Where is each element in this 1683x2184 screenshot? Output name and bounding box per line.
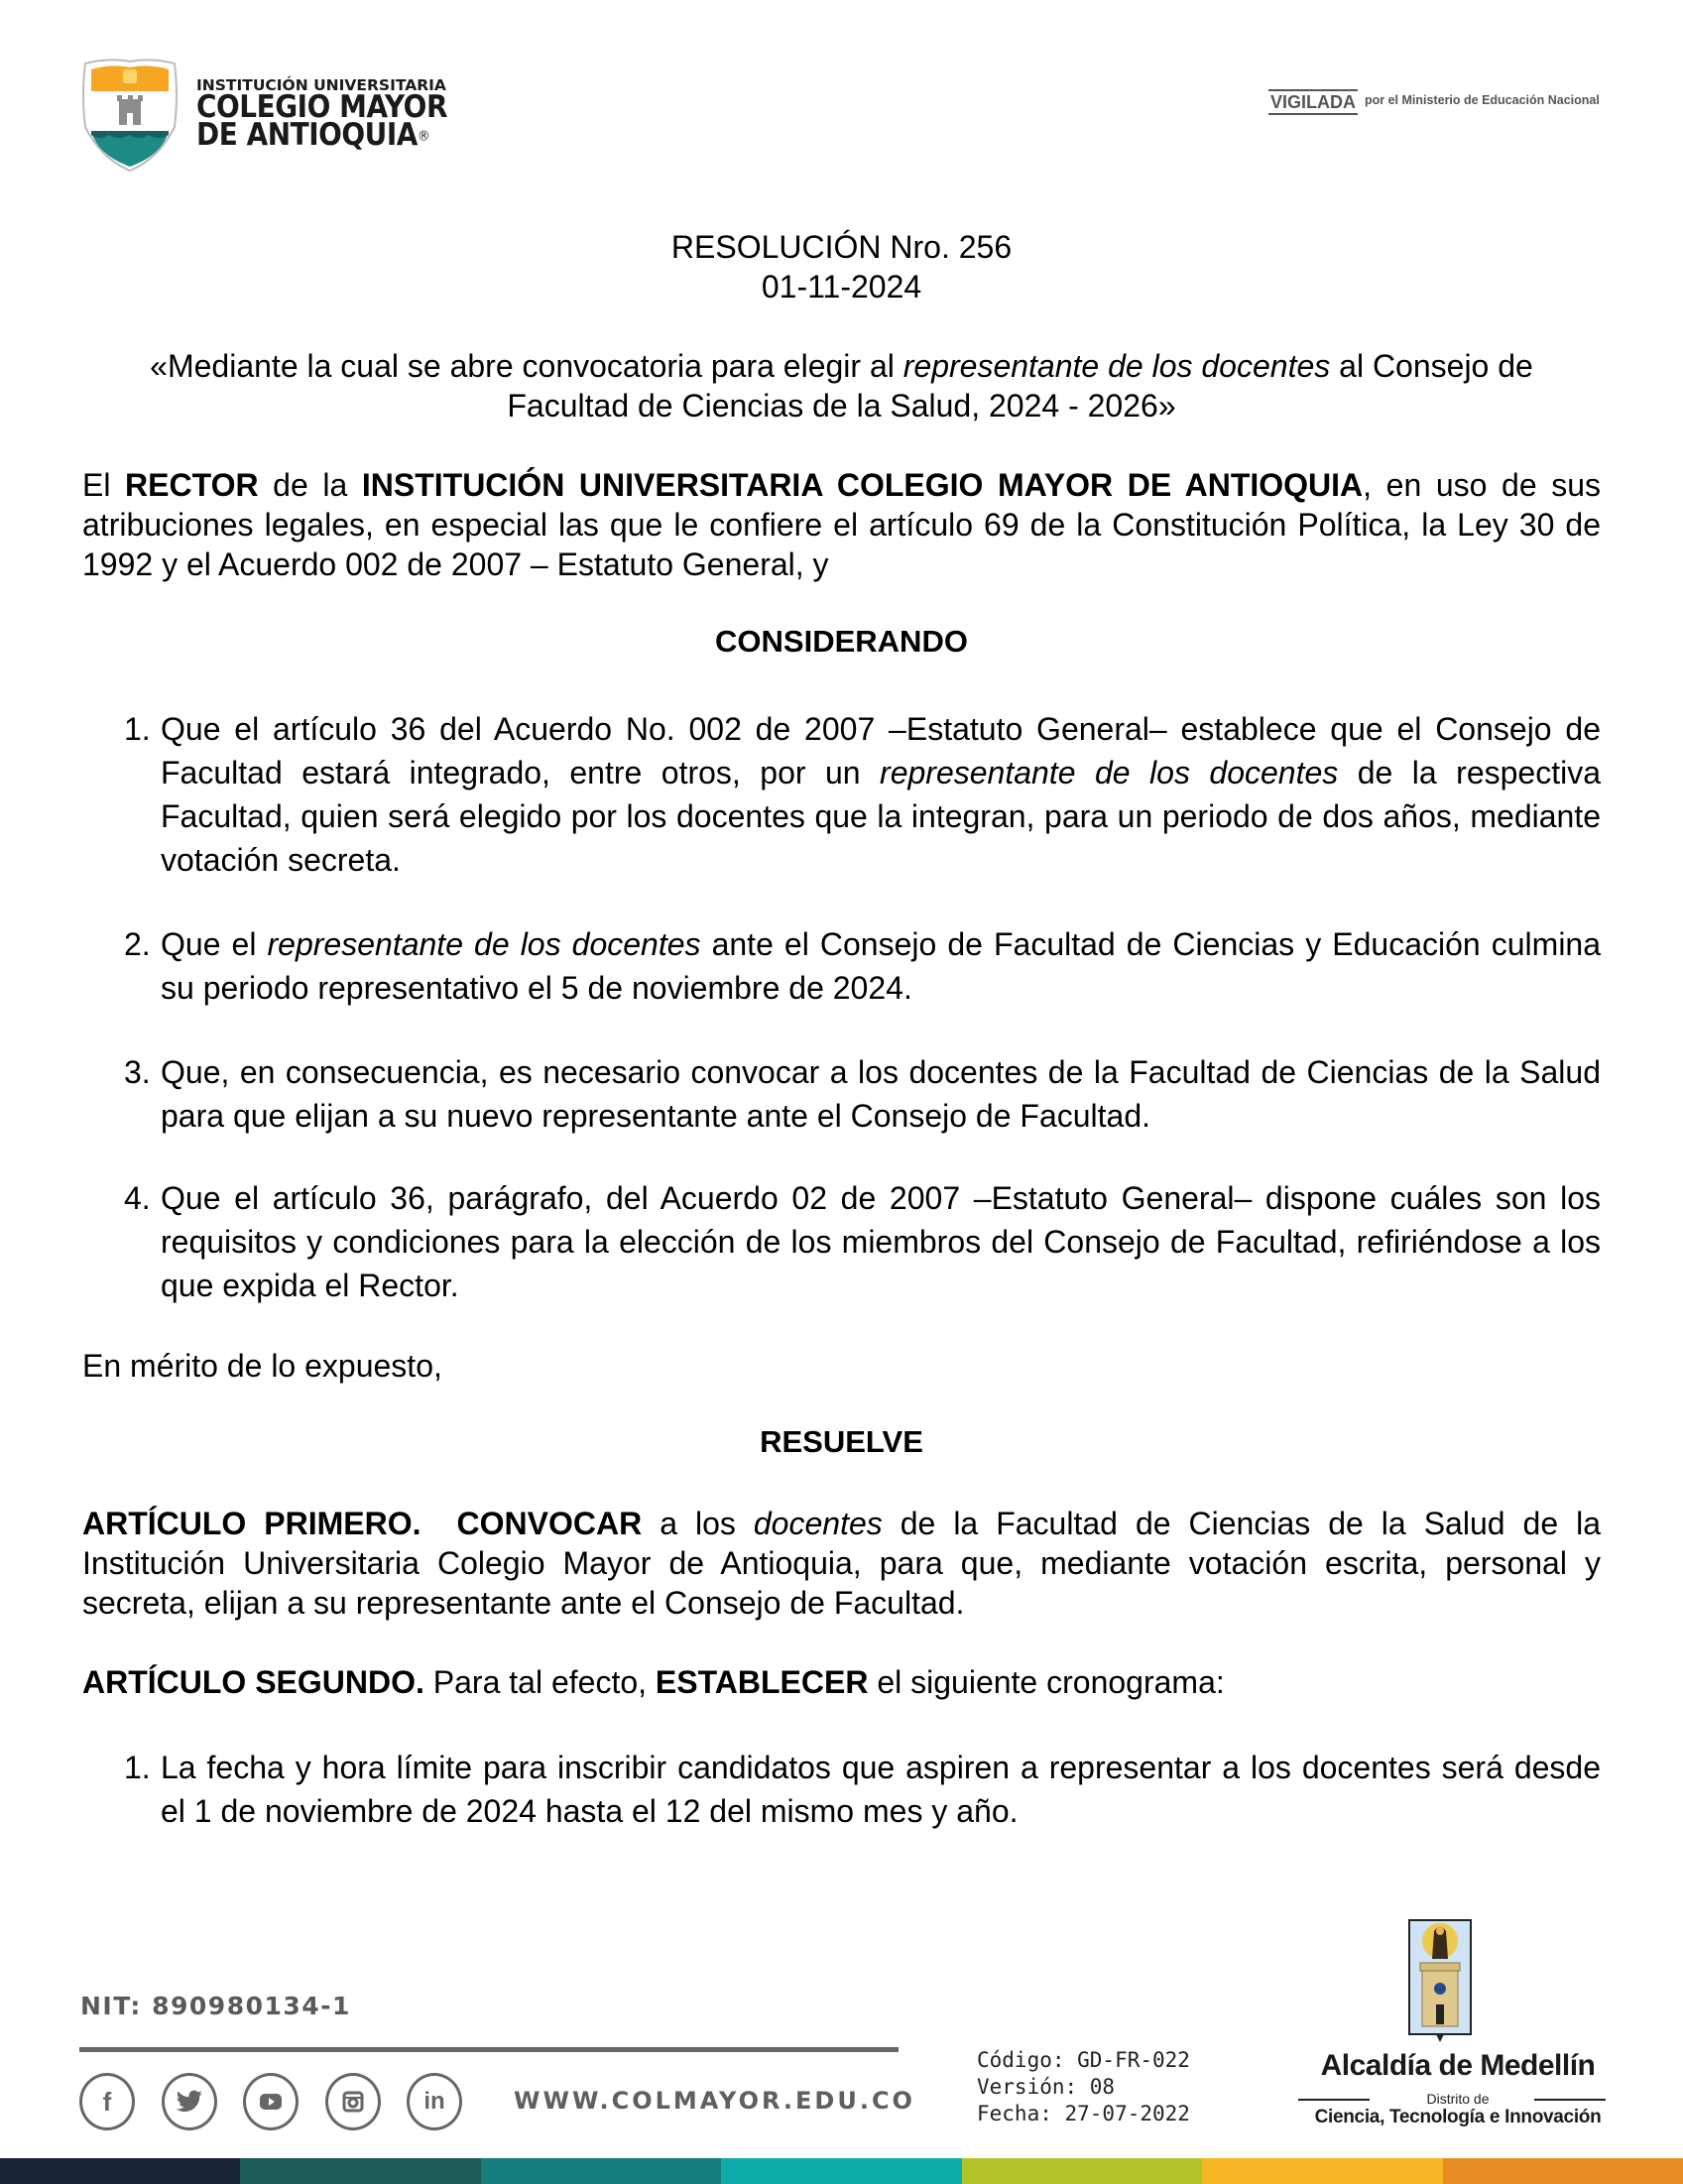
instagram-icon[interactable]: [325, 2073, 381, 2130]
logo-text-line1: INSTITUCIÓN UNIVERSITARIA: [196, 76, 446, 94]
article-italic: docentes: [753, 1506, 883, 1541]
facebook-icon[interactable]: [79, 2073, 135, 2130]
color-strip-segment: [1202, 2158, 1442, 2184]
considerando-item: [82, 707, 1601, 882]
preamble-text: El: [82, 467, 126, 503]
institution-shield-logo: [79, 56, 180, 173]
article-text: de la Facultad de Ciencias de la Salud de la Institución Universitaria Colegio Mayor de Antioquia, para que, mediante votación escrita, personal y secreta, elijan a su representante ante el Consejo de Facultad.: [82, 1506, 1602, 1621]
document-version: Versión: 08: [977, 2075, 1116, 2099]
alcaldia-subtitle: Ciencia, Tecnología e Innovación: [1314, 2107, 1602, 2127]
article-verb: CONVOCAR: [456, 1506, 643, 1541]
registered-mark: ®: [417, 128, 430, 145]
item-text: La fecha y hora límite para inscribir candidatos que aspiren a representar a los docentes será desde el 1 de noviembre de 2024 hasta el 12 del mismo mes y año.: [161, 1750, 1601, 1829]
linkedin-glyph: in: [423, 2088, 445, 2115]
color-strip-segment: [481, 2158, 721, 2184]
nit-label: NIT: 890980134-1: [80, 1992, 351, 2020]
article-text: a los: [642, 1506, 754, 1541]
linkedin-icon[interactable]: [407, 2073, 462, 2130]
item-text: de la respectiva Facultad, quien será elegido por los docentes que la integran, para un periodo de dos años, mediante votación secreta.: [161, 755, 1602, 878]
item-number: 4.: [124, 1180, 151, 1216]
facebook-glyph: f: [102, 2086, 112, 2117]
item-italic: representante de los docentes: [880, 755, 1339, 790]
youtube-icon[interactable]: [243, 2073, 299, 2130]
document-code: Código: GD-FR-022: [977, 2048, 1190, 2072]
twitter-glyph: [176, 2090, 203, 2114]
vigilada-badge: VIGILADA: [1268, 89, 1358, 115]
resolution-summary: [109, 346, 1574, 425]
item-text: Que el: [161, 926, 268, 962]
summary-text: «Mediante la cual se abre convocatoria para elegir al: [150, 348, 903, 384]
color-strip-segment: [1443, 2158, 1683, 2184]
item-number: 1.: [124, 1750, 151, 1785]
item-number: 1.: [124, 711, 151, 747]
article-text: Para tal efecto,: [423, 1664, 656, 1700]
preamble-text: , en uso de sus atribuciones legales, en especial las que le confiere el artículo 69 de la Constitución Política, la Ley 30 de 1992 y el Acuerdo 002 de 2007 – Estatuto General, y: [82, 467, 1601, 582]
vigilada-subtitle: por el Ministerio de Educación Nacional: [1365, 93, 1600, 107]
distrito-divider-right: [1534, 2099, 1606, 2101]
summary-text-end: al Consejo de: [1330, 348, 1533, 384]
item-number: 2.: [124, 926, 151, 962]
preamble-rector: RECTOR: [125, 467, 259, 503]
color-strip-segment: [721, 2158, 961, 2184]
item-number: 3.: [124, 1054, 151, 1090]
twitter-icon[interactable]: [162, 2073, 217, 2130]
article-text: el siguiente cronograma:: [868, 1664, 1225, 1700]
color-strip-segment: [0, 2158, 240, 2184]
logo-text-line2: COLEGIO MAYOR: [196, 89, 447, 125]
item-text: Que el artículo 36, parágrafo, del Acuerdo 02 de 2007 –Estatuto General– dispone cuáles son los requisitos y condiciones para la elección de los miembros del Consejo de Facultad, refiriéndose a los que expida el Rector.: [161, 1180, 1601, 1303]
alcaldia-distrito: Distrito de: [1426, 2091, 1490, 2107]
color-strip-segment: [962, 2158, 1202, 2184]
logo-text-line3: [196, 119, 429, 153]
articulo-primero: [82, 1504, 1601, 1623]
merito-text: En mérito de lo expuesto,: [82, 1348, 442, 1384]
document-date: Fecha: 27-07-2022: [977, 2102, 1190, 2125]
instagram-glyph: [342, 2091, 364, 2113]
article-label: ARTÍCULO PRIMERO.: [82, 1506, 421, 1541]
cronograma-item: [82, 1746, 1601, 1833]
considerando-heading: CONSIDERANDO: [715, 624, 968, 659]
youtube-glyph: [259, 2092, 283, 2112]
item-text: Que, en consecuencia, es necesario convocar a los docentes de la Facultad de Ciencias de la Salud para que elijan a su nuevo representante ante el Consejo de Facultad.: [161, 1054, 1601, 1134]
preamble-paragraph: [82, 465, 1601, 584]
alcaldia-name: Alcaldía de Medellín: [1320, 2049, 1596, 2082]
website-link[interactable]: WWW.COLMAYOR.EDU.CO: [514, 2087, 915, 2115]
item-text: Que el artículo 36 del Acuerdo No. 002 de 2007 –Estatuto General– establece que el Consejo de Facultad estará integrado, entre otros, por un: [161, 711, 1601, 790]
color-strip-segment: [240, 2158, 480, 2184]
articulo-segundo: [82, 1662, 1601, 1702]
resolution-title: RESOLUCIÓN Nro. 256: [670, 229, 1013, 265]
considerando-item: [82, 922, 1601, 1010]
summary-line2: Facultad de Ciencias de la Salud, 2024 - 2026»: [507, 388, 1176, 424]
logo-text-line3-main: DE ANTIOQUIA: [196, 117, 418, 153]
article-verb: ESTABLECER: [655, 1664, 869, 1700]
footer-divider: [79, 2047, 899, 2052]
resolution-date: 01-11-2024: [761, 269, 922, 304]
item-text: ante el Consejo de Facultad de Ciencias y Educación culmina su periodo representativo el 5 de noviembre de 2024.: [161, 926, 1602, 1006]
preamble-institution: INSTITUCIÓN UNIVERSITARIA COLEGIO MAYOR DE ANTIOQUIA: [361, 467, 1364, 503]
medellin-coat-of-arms-icon: [1408, 1919, 1472, 2043]
item-italic: representante de los docentes: [267, 926, 701, 962]
considerando-item: [82, 1050, 1601, 1138]
considerando-item: [82, 1176, 1601, 1307]
preamble-text: de la: [258, 467, 362, 503]
resuelve-heading: RESUELVE: [760, 1424, 923, 1459]
article-label: ARTÍCULO SEGUNDO.: [82, 1664, 424, 1700]
summary-italic: representante de los docentes: [902, 348, 1331, 384]
footer-color-strip: [0, 2158, 1683, 2184]
